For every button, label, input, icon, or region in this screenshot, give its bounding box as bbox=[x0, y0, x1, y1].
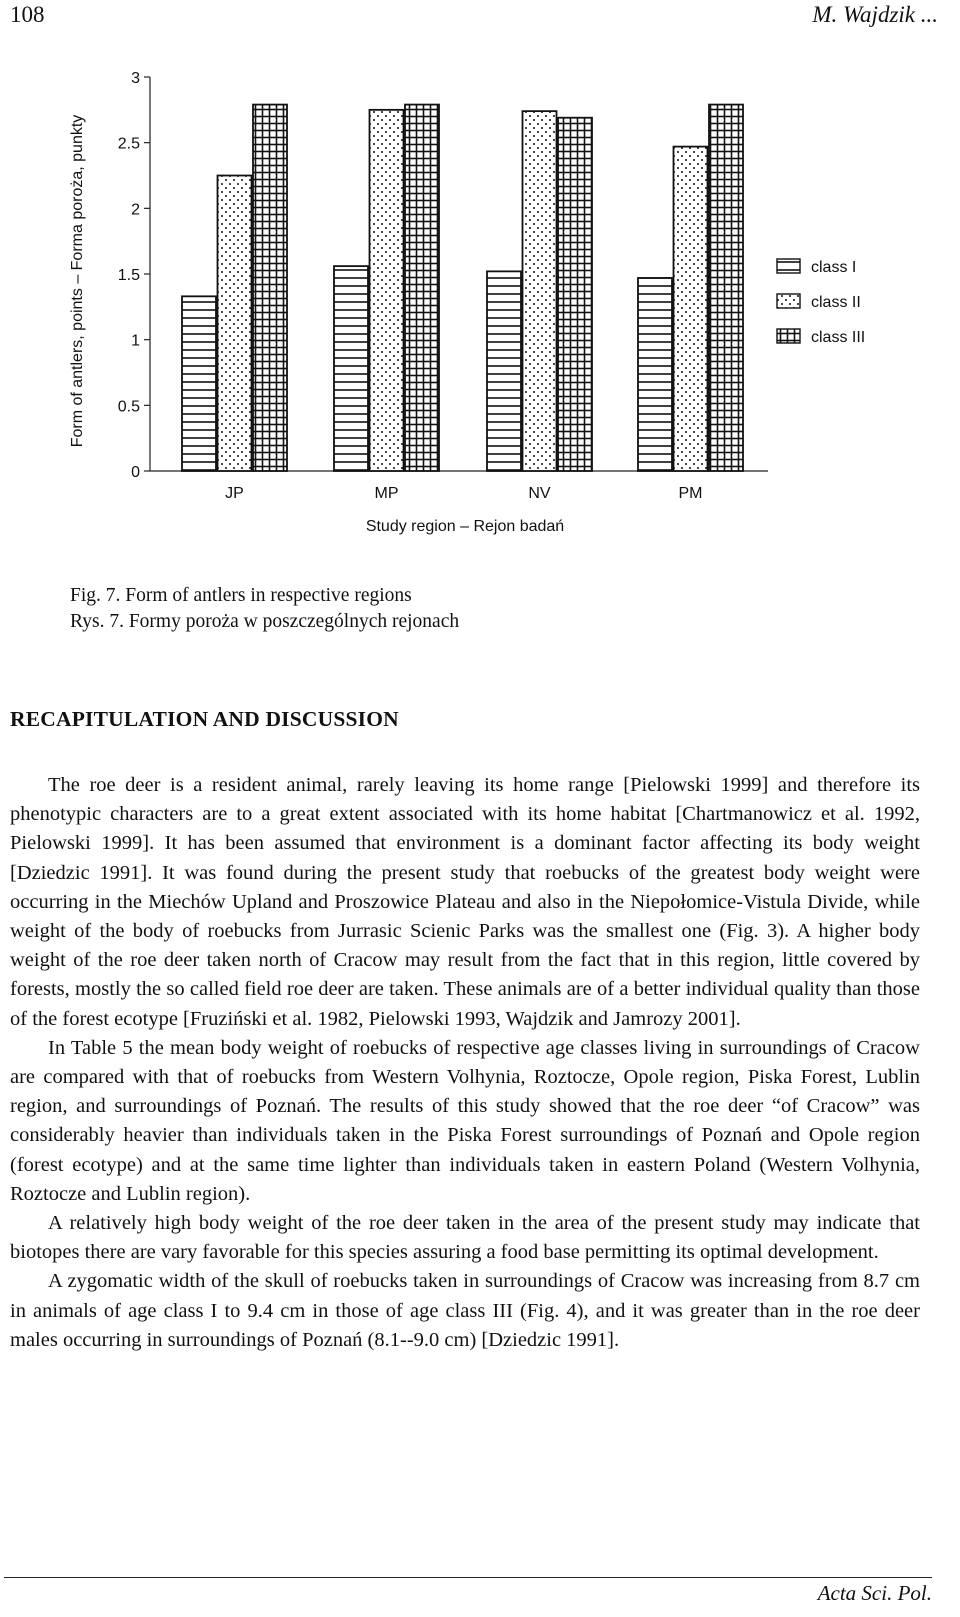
bar-jp-class-3 bbox=[253, 105, 287, 471]
paragraph: The roe deer is a resident animal, rarely leaving its home range [Pielowski 1999] and therefore its phenotypic characters are to a great extent associated with its home habitat [Chartmanowicz et al. 1992, Pielowski 1999]. It has been assumed that environment is a dominant factor affecting its body weight [Dziedzic 1991]. It was found during the present study that roebucks of the greatest body weight were occurring in the Miechów Upland and Proszowice Plateau and also in the Niepołomice-Vistula Divide, while weight of the body of roebucks from Jurrasic Scienic Parks was the smallest one (Fig. 3). A higher body weight of the roe deer taken north of Cracow may result from the fact that in this region, little covered by forests, mostly the so called field roe deer are taken. These animals are of a better individual quality than those of the forest ecotype [Fruziński et al. 1982, Pielowski 1993, Wajdzik and Jamrozy 2001]. bbox=[10, 774, 920, 1030]
paragraph: A relatively high body weight of the roe deer taken in the area of the present study may indicate that biotopes there are vary favorable for this species assuring a food base permitting its optimal development. bbox=[10, 1212, 920, 1264]
legend-swatch-class-1 bbox=[777, 259, 800, 273]
paragraph: In Table 5 the mean body weight of roebucks of respective age classes living in surroundings of Cracow are compared with that of roebucks from Western Volhynia, Roztocze, Opole region, Piska Forest, Lublin region, and surroundings of Poznań. The results of this study showed that the roe deer “of Cracow” was considerably heavier than individuals taken in the Piska Forest surroundings of Poznań and Opole region (forest ecotype) and at the same time lighter than individuals taken in eastern Poland (Western Volhynia, Roztocze and Lublin region). bbox=[10, 1036, 920, 1205]
x-axis-title: Study region – Rejon badań bbox=[365, 518, 565, 535]
bar-nv-class-1 bbox=[487, 271, 521, 471]
y-tick-label: 1.5 bbox=[117, 267, 140, 284]
y-tick-label: 3 bbox=[131, 70, 140, 87]
y-tick-label: 0 bbox=[131, 464, 140, 481]
x-category-label: JP bbox=[225, 485, 244, 502]
y-tick-label: 0.5 bbox=[117, 398, 140, 416]
legend-label-class-2: class II bbox=[811, 294, 861, 311]
legend bbox=[777, 259, 865, 346]
paragraph: A zygomatic width of the skull of roebucks taken in surroundings of Cracow was increasing from 8.7 cm in animals of age class I to 9.4 cm in those of age class III (Fig. 4), and it was greater than in the roe deer males occurring in surroundings of Poznań (8.1--9.0 cm) [Dziedzic 1991]. bbox=[10, 1270, 920, 1351]
footer-rule bbox=[4, 1577, 932, 1578]
bar-nv-class-3 bbox=[558, 118, 592, 471]
antler-form-bar-chart bbox=[0, 50, 960, 550]
journal-name: Acta Sci. Pol. bbox=[817, 1581, 932, 1605]
bar-pm-class-3 bbox=[709, 105, 743, 471]
legend-label-class-1: class I bbox=[811, 259, 857, 276]
y-tick-label: 2 bbox=[131, 201, 140, 219]
x-category-label: MP bbox=[374, 485, 399, 502]
running-head: M. Wajdzik ... bbox=[812, 2, 938, 27]
legend-swatch-class-3 bbox=[777, 329, 800, 343]
bar-jp-class-2 bbox=[218, 176, 252, 472]
figure-caption-english: Fig. 7. Form of antlers in respective regions bbox=[70, 585, 412, 606]
body-text bbox=[10, 771, 920, 1355]
bar-jp-class-1 bbox=[182, 296, 216, 471]
y-tick-label: 1 bbox=[131, 332, 140, 350]
y-tick-label: 2.5 bbox=[117, 135, 140, 153]
x-category-label: PM bbox=[678, 485, 703, 502]
figure-caption-polish: Rys. 7. Formy poroża w poszczególnych rejonach bbox=[70, 611, 460, 632]
x-category-label: NV bbox=[528, 485, 551, 502]
bar-nv-class-2 bbox=[523, 111, 557, 471]
legend-swatch-class-2 bbox=[777, 294, 800, 308]
y-axis-title: Form of antlers, points – Forma poroża, punkty bbox=[69, 114, 86, 448]
bar-pm-class-1 bbox=[638, 278, 672, 471]
legend-label-class-3: class III bbox=[811, 329, 866, 346]
bar-mp-class-2 bbox=[370, 110, 404, 471]
section-heading: RECAPITULATION AND DISCUSSION bbox=[10, 707, 399, 731]
bar-mp-class-1 bbox=[334, 266, 368, 471]
bar-mp-class-3 bbox=[405, 105, 439, 471]
page-number: 108 bbox=[10, 2, 45, 27]
bar-pm-class-2 bbox=[674, 147, 708, 471]
